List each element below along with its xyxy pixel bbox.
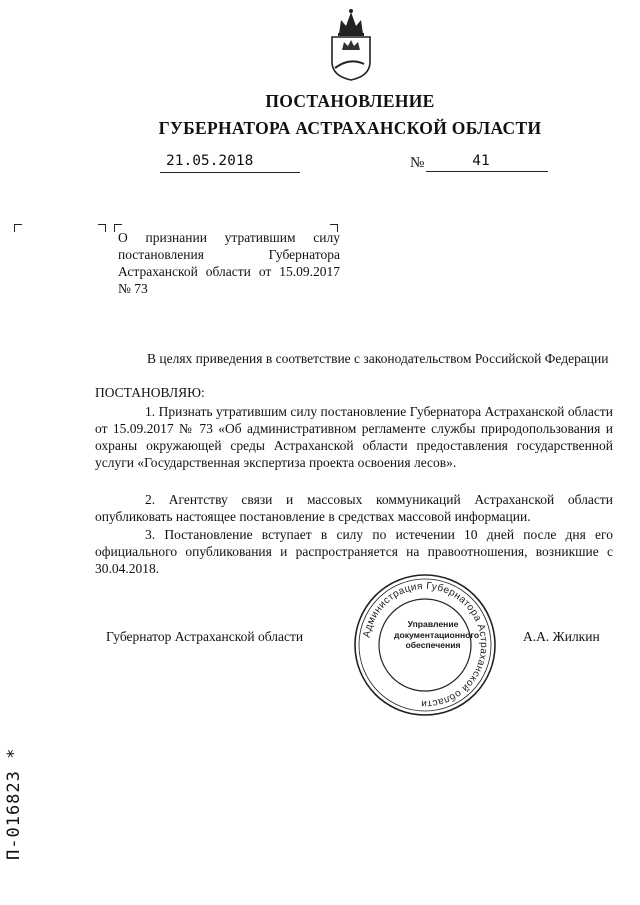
seal-line: документационного — [394, 629, 480, 640]
document-number: 41 — [426, 153, 548, 172]
preamble-paragraph: В целях приведения в соответствие с законодательством Российской Федерации — [147, 351, 609, 366]
seal-line: Управление — [407, 619, 459, 629]
document-type-title: ПОСТАНОВЛЕНИЕ — [265, 91, 435, 111]
seal-line: обеспечения — [405, 640, 461, 650]
seal-ring-text: Администрация Губернатора Астраханской области — [361, 580, 490, 710]
coat-of-arms-icon — [326, 6, 376, 82]
corner-mark — [14, 224, 22, 232]
document-date: 21.05.2018 — [160, 153, 300, 173]
decree-item-1: 1. Признать утратившим силу постановление Губернатора Астраханской области от 15.09.2017 № 73 «Об административном регламенте службы природопользования и охраны окружающей среды Астраханской области предоставления государственной услуги «Государственная экспертиза проекта освоения лесов». — [95, 404, 613, 470]
issuer-title: ГУБЕРНАТОРА АСТРАХАНСКОЙ ОБЛАСТИ — [158, 118, 542, 138]
registry-code: П-016823 * — [4, 747, 24, 860]
decree-word: ПОСТАНОВЛЯЮ: — [95, 385, 205, 400]
signatory-role: Губернатор Астраханской области — [106, 629, 304, 644]
decree-item-3: 3. Постановление вступает в силу по истечении 10 дней после дня его официального опубликования и распространяется на правоотношения, возникшие с 30.04.2018. — [95, 527, 613, 576]
corner-mark — [98, 224, 106, 232]
signatory-name: А.А. Жилкин — [523, 629, 600, 644]
seal-center-text — [394, 619, 480, 651]
decree-item-2: 2. Агентству связи и массовых коммуникаций Астраханской области опубликовать настоящее постановление в средствах массовой информации. — [95, 492, 613, 524]
document-subject: О признании утратившим силу постановления Губернатора Астраханской области от 15.09.2017 № 73 — [118, 230, 340, 296]
number-sign: № — [410, 155, 425, 171]
